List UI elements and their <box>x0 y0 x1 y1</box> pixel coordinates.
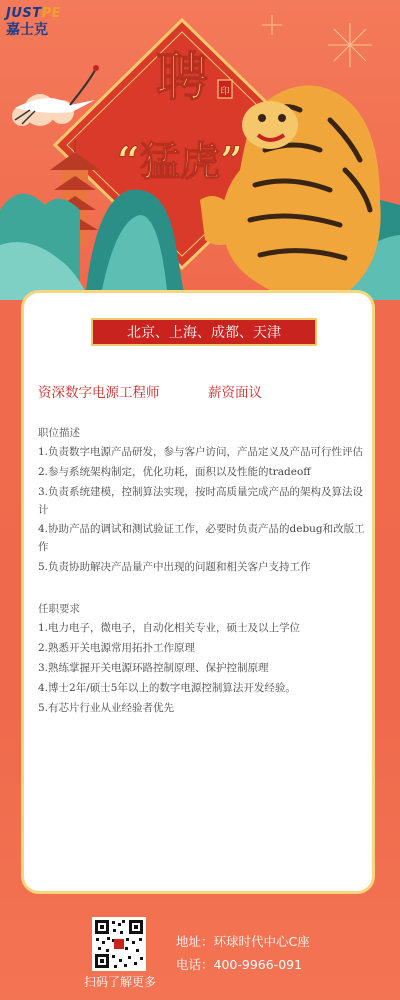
requirements-heading: 任职要求 <box>38 603 80 615</box>
duty-item: 3.负责系统建模，控制算法实现，按时高质量完成产品的架构及算法设计 <box>38 486 364 516</box>
duty-item: 2.参与系统架构制定，优化功耗，面积以及性能的tradeoff <box>38 466 311 478</box>
logo-latin: JUST <box>6 6 42 21</box>
logo-chinese: 嘉士克 <box>6 22 48 38</box>
requirement-item: 3.熟练掌握开关电源环路控制原理、保护控制原理 <box>38 662 269 674</box>
requirement-item: 2.熟悉开关电源常用拓扑工作原理 <box>38 642 196 654</box>
requirement-item: 4.博士2年/硕士5年以上的数字电源控制算法开发经验。 <box>38 682 296 694</box>
job-card <box>21 290 375 894</box>
hero-slogan: “猛虎” <box>116 138 244 185</box>
hero-big-char: 聘 <box>155 47 209 108</box>
duty-item: 4.协助产品的调试和测试验证工作，必要时负责产品的debug和改版工作 <box>38 523 365 553</box>
job-title: 资深数字电源工程师 <box>38 385 160 401</box>
address-text: 地址：环球时代中心C座 <box>176 934 310 949</box>
scan-prompt: 扫码了解更多 <box>84 975 157 989</box>
city-banner <box>91 318 317 346</box>
company-logo <box>6 6 90 46</box>
city-list: 北京、上海、成都、天津 <box>127 325 281 341</box>
requirement-item: 5.有芯片行业从业经验者优先 <box>38 702 175 714</box>
phone-text[interactable]: 电话：400-9966-091 <box>176 957 303 972</box>
seal-stamp: 印 <box>220 87 230 97</box>
duty-item: 5.负责协助解决产品量产中出现的问题和相关客户支持工作 <box>38 561 311 573</box>
qr-code-icon[interactable] <box>92 917 146 971</box>
duties-heading: 职位描述 <box>38 427 80 439</box>
requirement-item: 1.电力电子，微电子，自动化相关专业，硕士及以上学位 <box>38 622 301 634</box>
salary-label: 薪资面议 <box>208 385 262 401</box>
logo-latin-tail: PE <box>41 6 62 21</box>
duty-item: 1.负责数字电源产品研发，参与客户访问，产品定义及产品可行性评估 <box>38 446 364 458</box>
